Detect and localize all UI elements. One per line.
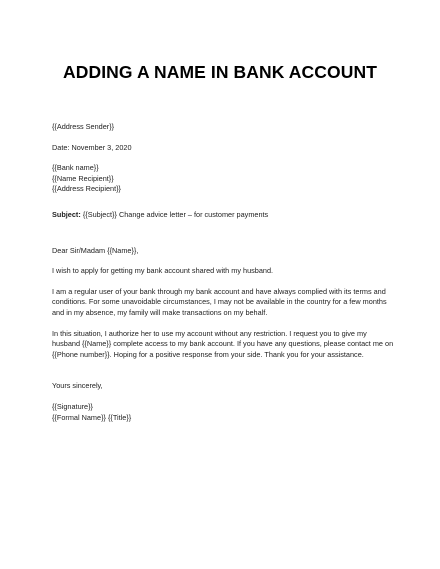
bank-name: {{Bank name}} [52, 163, 99, 173]
paragraph-2 [52, 287, 397, 319]
paragraph-2-line: and in my absence, my family will make transactions on my behalf. [52, 307, 268, 317]
document-title: ADDING A NAME IN BANK ACCOUNT [63, 62, 377, 82]
subject-line [52, 210, 397, 221]
paragraph-3-line: husband {{Name}} complete access to my bank account. If you have any questions, please contact me on [52, 339, 394, 349]
name-recipient: {{Name Recipient}} [52, 173, 114, 183]
letter-body [52, 122, 397, 423]
address-recipient: {{Address Recipient}} [52, 184, 121, 194]
subject-label: Subject: [52, 209, 81, 219]
letter-date: Date: November 3, 2020 [52, 142, 132, 152]
paragraph-3-line: {{Phone number}}. Hoping for a positive response from your side. Thank you for your assistance. [52, 349, 364, 359]
paragraph-1: I wish to apply for getting my bank account shared with my husband. [52, 266, 274, 276]
closing: Yours sincerely, [52, 381, 103, 391]
signature: {{Signature}} [52, 401, 93, 411]
salutation: Dear Sir/Madam {{Name}}, [52, 245, 139, 255]
formal-name-title: {{Formal Name}} {{Title}} [52, 412, 132, 422]
address-sender: {{Address Sender}} [52, 122, 115, 131]
paragraph-3-line: In this situation, I authorize her to use my account without any restriction. I request you to give my [52, 328, 367, 338]
subject-text: {{Subject}} Change advice letter – for customer payments [80, 209, 269, 219]
paragraph-2-line: conditions. For some unavoidable circumstances, I may not be available in the country for a few months [52, 297, 387, 307]
paragraph-2-line: I am a regular user of your bank through my bank account and have always complied with its terms and [52, 286, 386, 296]
paragraph-3 [52, 329, 397, 361]
